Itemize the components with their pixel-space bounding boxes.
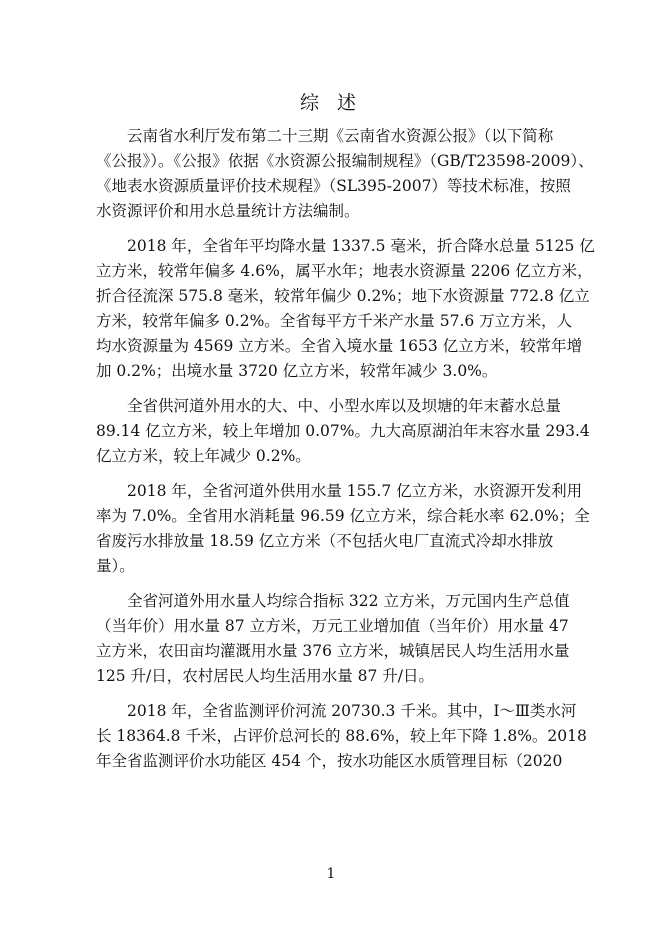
page-title: 综 述 <box>299 92 363 114</box>
text-line: 长 18364.8 千米，占评价总河长的 88.6%，较上年下降 1.8%。2018 <box>96 727 587 745</box>
text-line: 《地表水资源质量评价技术规程》（SL395-2007）等技术标准，按照 <box>96 177 571 195</box>
text-line: 年全省监测评价水功能区 454 个，按水功能区水质管理目标（2020 <box>96 752 563 770</box>
paragraph-water-use <box>96 479 590 579</box>
paragraph-water-resources <box>96 234 595 384</box>
text-line: 折合径流深 575.8 毫米，较常年偏少 0.2%；地下水资源量 772.8 亿立 <box>96 287 590 305</box>
text-line: 加 0.2%；出境水量 3720 亿立方米，较常年减少 3.0%。 <box>96 362 498 380</box>
text-line: 89.14 亿立方米，较上年增加 0.07%。九大高原湖泊年末容水量 293.4 <box>96 422 590 440</box>
text-line: 全省供河道外用水的大、中、小型水库以及坝塘的年末蓄水总量 <box>127 397 562 415</box>
text-line: 《公报》）。《公报》依据《水资源公报编制规程》（GB/T23598-2009）、 <box>96 152 594 170</box>
paragraph-water-quality <box>96 699 587 774</box>
document-body <box>96 124 595 784</box>
text-line: 2018 年，全省年平均降水量 1337.5 毫米，折合降水总量 5125 亿 <box>127 237 595 255</box>
text-line: 125 升/日，农村居民人均生活用水量 87 升/日。 <box>96 667 435 685</box>
text-line: 立方米，农田亩均灌溉用水量 376 立方米，城镇居民人均生活用水量 <box>96 642 570 660</box>
paragraph-intro <box>96 124 594 224</box>
text-line: 2018 年，全省河道外供用水量 155.7 亿立方米，水资源开发利用 <box>127 482 583 500</box>
text-line: 亿立方米，较上年减少 0.2%。 <box>96 447 311 465</box>
text-line: 全省河道外用水量人均综合指标 322 立方米，万元国内生产总值 <box>127 592 570 610</box>
paragraph-storage <box>96 394 590 469</box>
text-line: 2018 年，全省监测评价河流 20730.3 千米。其中，Ⅰ～Ⅲ类水河 <box>127 702 577 720</box>
text-line: 均水资源量为 4569 立方米。全省入境水量 1653 亿立方米，较常年增 <box>96 337 583 355</box>
text-line: （当年价）用水量 87 立方米，万元工业增加值（当年价）用水量 47 <box>96 617 569 635</box>
text-line: 率为 7.0%。全省用水消耗量 96.59 亿立方米，综合耗水率 62.0%；全 <box>96 507 590 525</box>
paragraph-use-indicators <box>96 589 570 689</box>
text-line: 云南省水利厅发布第二十三期《云南省水资源公报》（以下简称 <box>127 127 554 145</box>
text-line: 水资源评价和用水总量统计方法编制。 <box>96 202 360 220</box>
text-line: 省废污水排放量 18.59 亿立方米（不包括火电厂直流式冷却水排放 <box>96 532 554 550</box>
text-line: 方米，较常年偏多 0.2%。全省每平方千米产水量 57.6 万立方米，人 <box>96 312 573 330</box>
text-line: 立方米，较常年偏多 4.6%，属平水年；地表水资源量 2206 亿立方米， <box>96 262 593 280</box>
page-number: 1 <box>326 866 336 882</box>
text-line: 量）。 <box>96 557 135 575</box>
